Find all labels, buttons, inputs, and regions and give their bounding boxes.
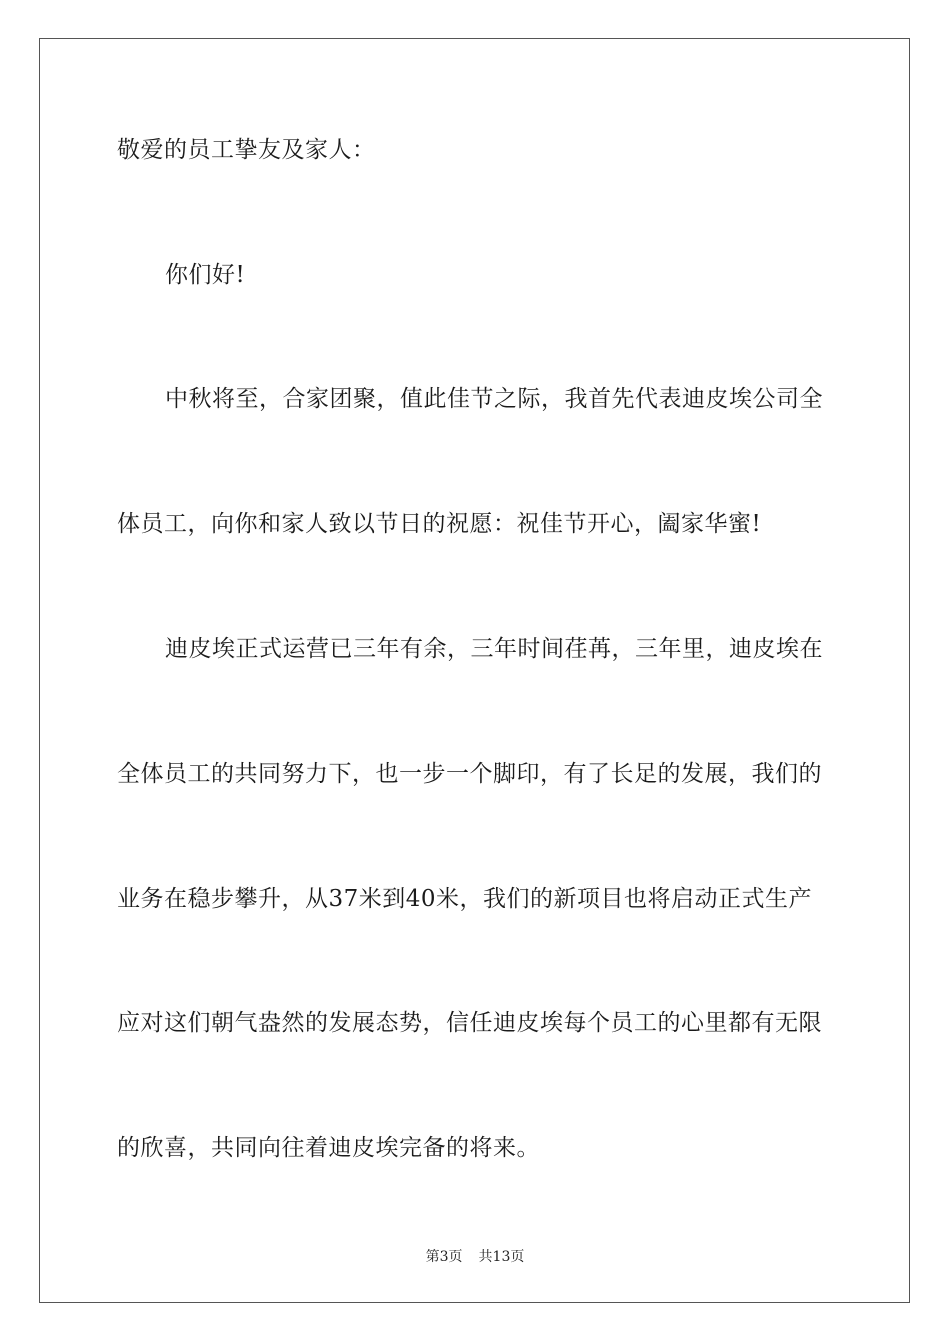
salutation-line: 你们好! bbox=[165, 262, 246, 288]
paragraph-2-line-3: 业务在稳步攀升，从37米到40米，我们的新项目也将启动正式生产 bbox=[117, 886, 813, 912]
greeting-line: 敬爱的员工挚友及家人： bbox=[117, 137, 376, 163]
page-footer bbox=[0, 1248, 950, 1266]
paragraph-2-line-4: 应对这们朝气盎然的发展态势，信任迪皮埃每个员工的心里都有无限 bbox=[117, 1010, 822, 1036]
total-pages: 共13页 bbox=[478, 1249, 525, 1265]
paragraph-2-line-1: 迪皮埃正式运营已三年有余，三年时间荏苒，三年里，迪皮埃在 bbox=[165, 636, 823, 662]
page-border bbox=[39, 38, 910, 1303]
paragraph-2-line-2: 全体员工的共同努力下，也一步一个脚印，有了长足的发展，我们的 bbox=[117, 761, 822, 787]
paragraph-2-line-5: 的欣喜，共同向往着迪皮埃完备的将来。 bbox=[117, 1135, 540, 1161]
page-number: 第3页 bbox=[425, 1249, 463, 1265]
paragraph-1-line-1: 中秋将至，合家团聚，值此佳节之际，我首先代表迪皮埃公司全 bbox=[165, 386, 823, 412]
paragraph-1-line-2: 体员工，向你和家人致以节日的祝愿：祝佳节开心，阖家华蜜! bbox=[117, 511, 762, 537]
